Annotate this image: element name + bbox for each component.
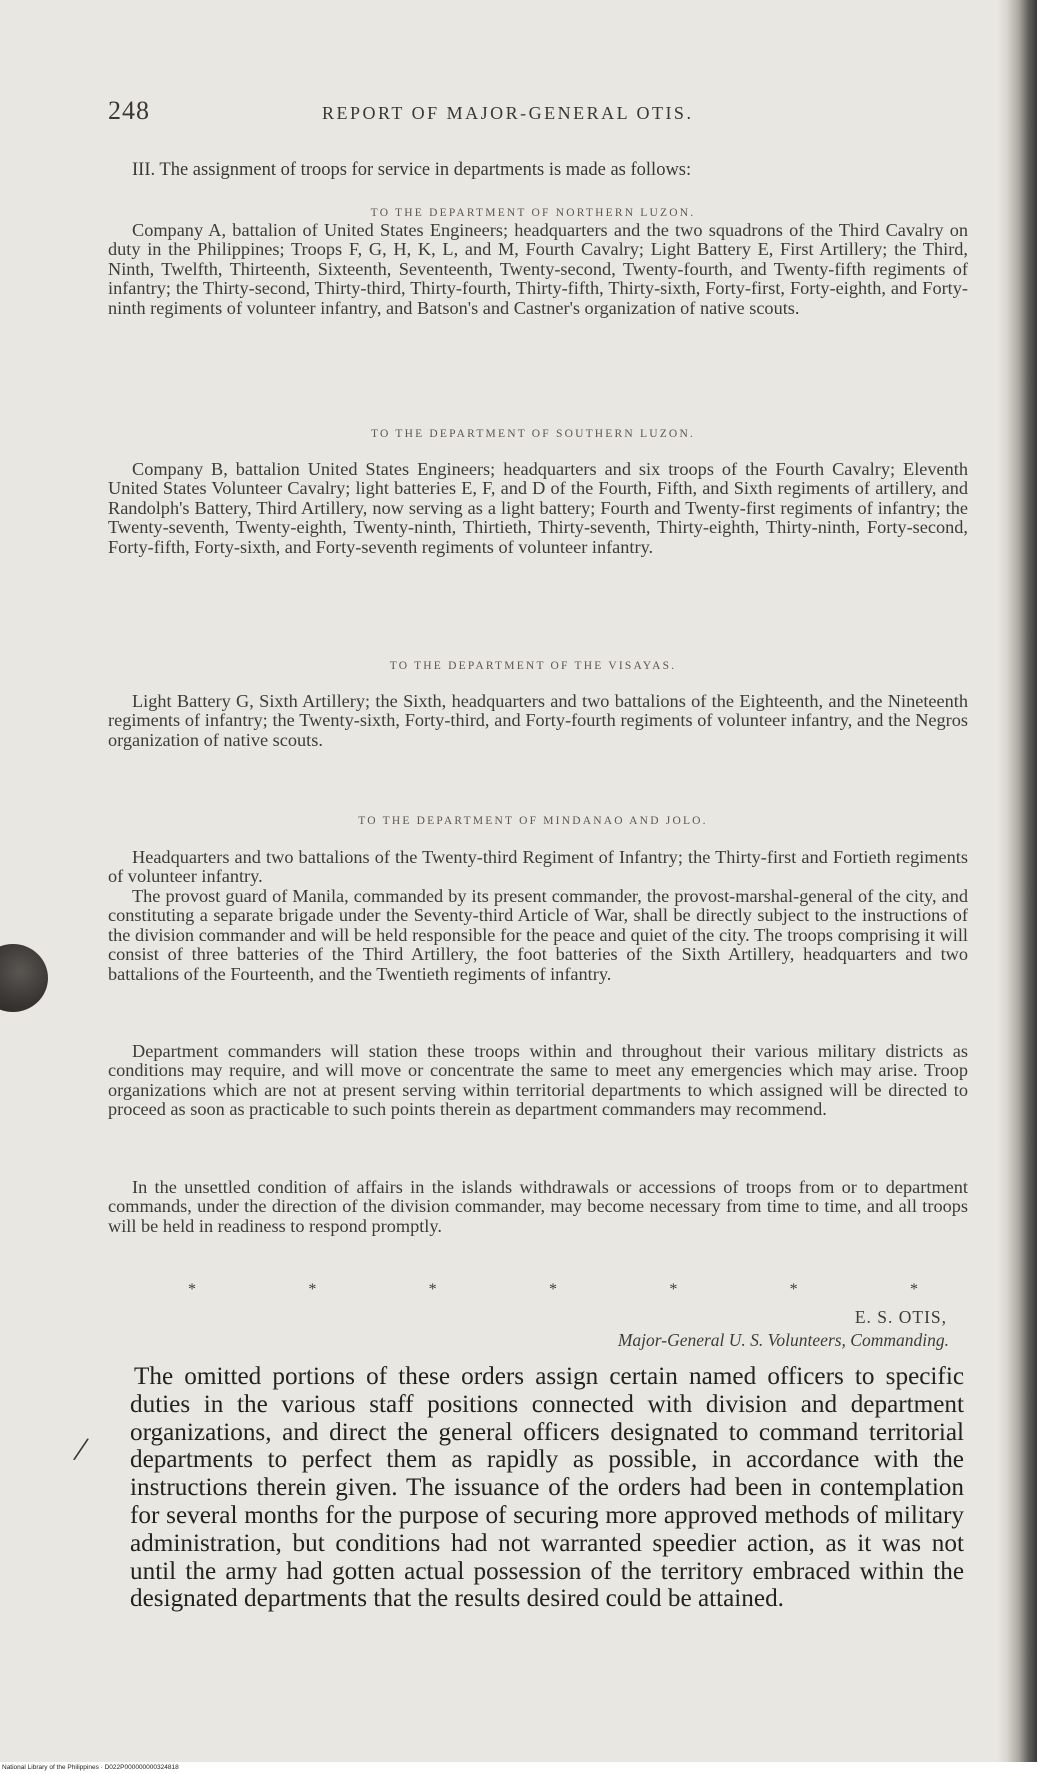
page-gutter-shadow: [997, 0, 1037, 1762]
paragraph-northern-luzon: Company A, battalion of United States Engineers; headquarters and the two squadrons of the Third Cavalry on duty in the Philippines; Troops F, G, H, K, L, and M, Fourth Cavalry; Light Battery E, First Artillery; the Third, Ninth, Twelfth, Thirteenth, Sixteenth, Seventeenth, Twenty-second, Twenty-fourth, and Twenty-fifth regiments of infantry; the Thirty-second, Thirty-third, Thirty-fourth, Thirty-fifth, Thirty-sixth, Forty-first, Forty-eighth, and Forty-ninth regiments of volunteer infantry, and Batson's and Castner's organization of native scouts.: [108, 220, 968, 318]
ellipsis-star: *: [308, 1281, 317, 1298]
ellipsis-stars: [108, 1281, 968, 1299]
running-title: REPORT OF MAJOR-GENERAL OTIS.: [322, 103, 694, 123]
section-heading-mindanao-jolo: TO THE DEPARTMENT OF MINDANAO AND JOLO.: [358, 815, 708, 827]
ellipsis-star: *: [428, 1281, 437, 1298]
paragraph-department-commanders: Department commanders will station these troops within and throughout their various military districts as conditions may require, and will move or concentrate the same to meet any emergencies which may arise. Troop organizations which are not at present serving within territorial departments to which assigned will be directed to proceed as soon as practicable to such points therein as department commanders may recommend.: [108, 1041, 968, 1120]
signature-name: E. S. OTIS,: [854, 1307, 947, 1327]
scan-footer: National Library of the Philippines · D022P000000000324818: [2, 1764, 179, 1771]
ellipsis-star: *: [188, 1281, 196, 1298]
page-number: 248: [108, 96, 150, 125]
paragraph-southern-luzon: Company B, battalion United States Engineers; headquarters and six troops of the Fourth Cavalry; Eleventh United States Volunteer Cavalry; light batteries E, F, and D of the Fourth, Fifth, and Sixth regiments of artillery, and Randolph's Battery, Third Artillery, now serving as a light battery; Fourth and Twenty-first regiments of infantry; the Twenty-seventh, Twenty-eighth, Twenty-ninth, Thirtieth, Thirty-seventh, Thirty-eighth, Thirty-ninth, Forty-second, Forty-fifth, Forty-sixth, and Forty-seventh regiments of volunteer infantry.: [108, 459, 968, 557]
section-heading-southern-luzon: TO THE DEPARTMENT OF SOUTHERN LUZON.: [370, 428, 696, 440]
margin-pencil-mark: /: [70, 1428, 92, 1470]
scanner-thumb: [0, 944, 48, 1012]
section-heading-northern-luzon: TO THE DEPARTMENT OF NORTHERN LUZON.: [370, 207, 696, 219]
ellipsis-star: *: [909, 1281, 918, 1298]
body-paragraph: The omitted portions of these orders assign certain named officers to specific duties in the various staff positions connected with division and department organizations, and direct the general officers designated to command territorial departments to perfect them as rapidly as possible, in accordance with the instructions therein given. The issuance of the orders had been in contemplation for several months for the purpose of securing more approved methods of military administration, but conditions had not warranted speedier action, as it was not until the army had gotten actual possession of the territory embraced within the designated departments that the results desired could be attained.: [130, 1363, 964, 1613]
ellipsis-star: *: [548, 1281, 557, 1298]
intro-line: III. The assignment of troops for service in departments is made as follows:: [132, 160, 692, 180]
paragraph-unsettled-condition: In the unsettled condition of affairs in the islands withdrawals or accessions of troops from or to department commands, under the direction of the division commander, may become necessary from time to time, and all troops will be held in readiness to respond promptly.: [108, 1177, 968, 1236]
ellipsis-star: *: [789, 1281, 798, 1298]
running-header: [108, 96, 938, 136]
paragraph-visayas: Light Battery G, Sixth Artillery; the Sixth, headquarters and two battalions of the Eighteenth, and the Nineteenth regiments of infantry; the Twenty-sixth, Forty-third, and Forty-fourth regiments of volunteer infantry, and the Negros organization of native scouts.: [108, 691, 968, 750]
signature-title: Major-General U. S. Volunteers, Commanding.: [617, 1330, 949, 1350]
paragraph-provost-guard: The provost guard of Manila, commanded by its present commander, the provost-marshal-general of the city, and constituting a separate brigade under the Seventy-third Article of War, shall be directly subject to the instructions of the division commander and will be held responsible for the peace and quiet of the city. The troops comprising it will consist of three batteries of the Third Artillery, the foot batteries of the Sixth Artillery, headquarters and two battalions of the Fourteenth, and the Twentieth regiments of infantry.: [108, 886, 968, 984]
ellipsis-star: *: [669, 1281, 678, 1298]
section-heading-visayas: TO THE DEPARTMENT OF THE VISAYAS.: [389, 660, 677, 672]
paragraph-mindanao-jolo: Headquarters and two battalions of the Twenty-third Regiment of Infantry; the Thirty-first and Fortieth regiments of volunteer infantry.: [108, 847, 968, 887]
